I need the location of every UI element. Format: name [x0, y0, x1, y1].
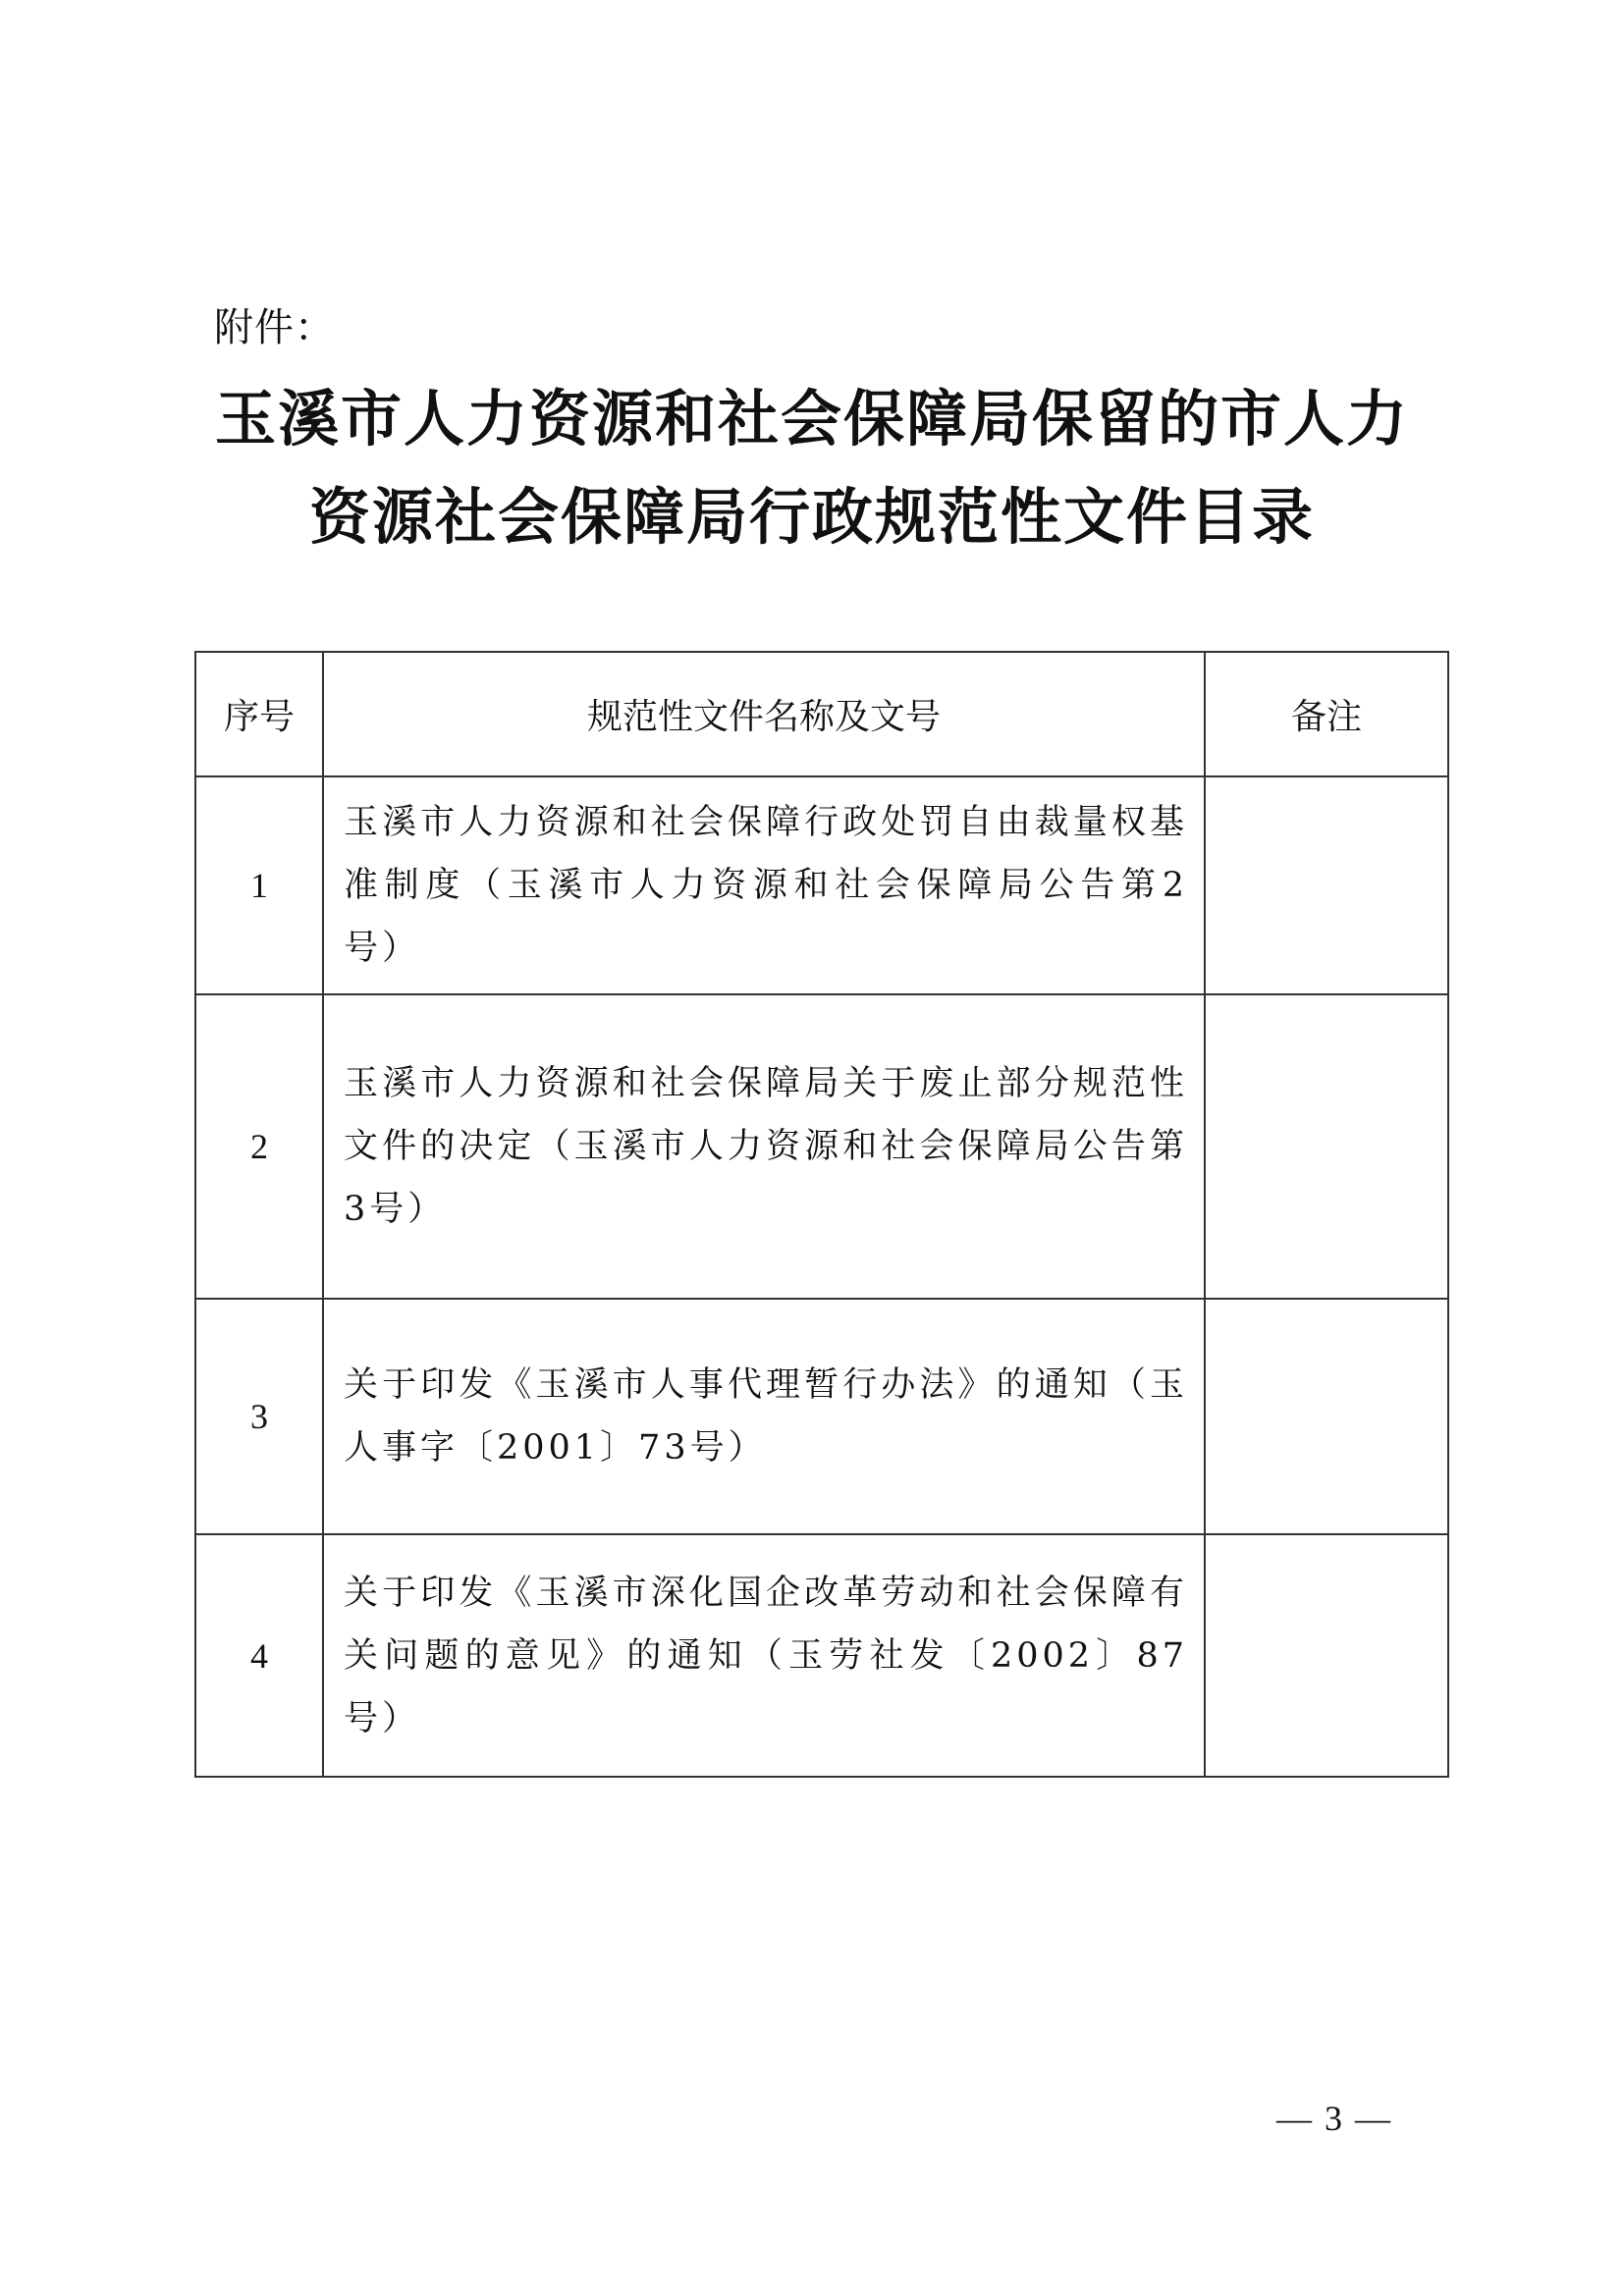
row-document-name: 玉溪市人力资源和社会保障局关于废止部分规范性文件的决定（玉溪市人力资源和社会保障局公告第3号） [323, 994, 1205, 1299]
header-document-name: 规范性文件名称及文号 [323, 652, 1205, 776]
row-document-name: 关于印发《玉溪市深化国企改革劳动和社会保障有关问题的意见》的通知（玉劳社发〔2002〕87号） [323, 1534, 1205, 1777]
row-remark [1205, 1534, 1448, 1777]
row-remark [1205, 1299, 1448, 1534]
document-title-line-2: 资源社会保障局行政规范性文件目录 [308, 481, 1315, 553]
row-remark [1205, 776, 1448, 994]
row-index: 3 [195, 1299, 323, 1534]
catalog-table [194, 651, 1449, 1778]
table-row [195, 994, 1448, 1299]
row-index: 2 [195, 994, 323, 1299]
row-document-name: 关于印发《玉溪市人事代理暂行办法》的通知（玉人事字〔2001〕73号） [323, 1299, 1205, 1534]
header-index: 序号 [195, 652, 323, 776]
table-header-row [195, 652, 1448, 776]
page-number: — 3 — [1276, 2099, 1392, 2138]
document-title-line-1: 玉溪市人力资源和社会保障局保留的市人力 [214, 383, 1409, 454]
attachment-label: 附件： [214, 305, 335, 350]
table-row [195, 776, 1448, 994]
row-index: 4 [195, 1534, 323, 1777]
row-index: 1 [195, 776, 323, 994]
row-remark [1205, 994, 1448, 1299]
table-row [195, 1534, 1448, 1777]
row-document-name: 玉溪市人力资源和社会保障行政处罚自由裁量权基准制度（玉溪市人力资源和社会保障局公告第2号） [323, 776, 1205, 994]
table-row [195, 1299, 1448, 1534]
header-remark: 备注 [1205, 652, 1448, 776]
